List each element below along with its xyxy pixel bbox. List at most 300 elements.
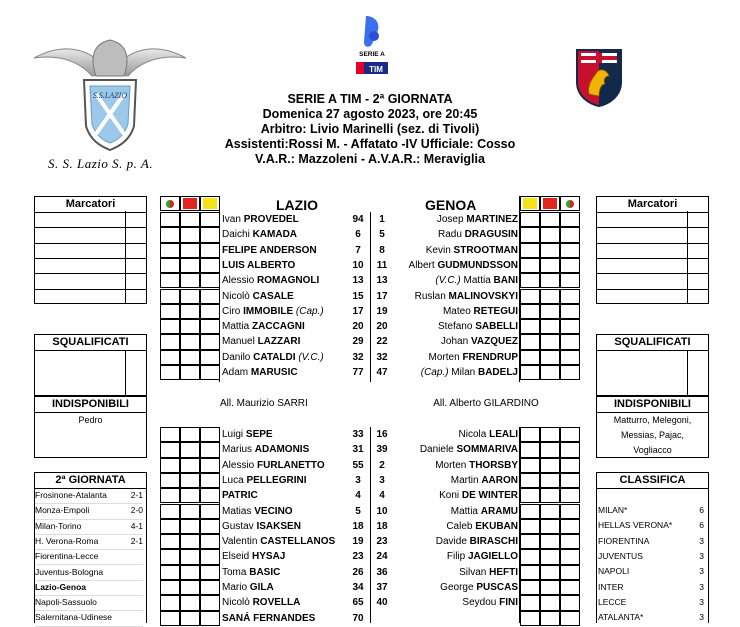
player-last-name: PATRIC	[222, 490, 258, 502]
genoa-sub-player-name	[392, 473, 518, 488]
genoa-starter-shirt-number: 19	[376, 305, 388, 317]
genoa-card-cell	[560, 243, 580, 258]
genoa-suspended-label: SQUALIFICATI	[597, 335, 708, 351]
player-last-name: HEFTI	[489, 566, 518, 578]
fixture-score: 2-1	[130, 535, 143, 546]
lazio-sub-player-name	[222, 565, 350, 580]
genoa-sub-card-cell	[520, 504, 540, 519]
genoa-card-cell	[540, 365, 560, 380]
lazio-card-cell	[200, 227, 220, 242]
lazio-sub-player-name	[222, 595, 350, 610]
genoa-card-cell	[560, 319, 580, 334]
lazio-starter-shirt-number: 20	[352, 321, 364, 333]
player-first-name: Marius	[222, 444, 255, 456]
genoa-sub-card-cell	[560, 442, 580, 457]
lazio-sub-card-cell	[200, 488, 220, 503]
lazio-sub-card-cell	[160, 442, 180, 457]
player-first-name: Ruslan	[414, 290, 449, 302]
lazio-starter-player-name	[222, 227, 350, 242]
genoa-card-cell	[520, 319, 540, 334]
genoa-starter-player-name	[392, 304, 518, 319]
scorer-line	[34, 289, 147, 290]
scorer-divider	[687, 211, 688, 304]
player-last-name: CASALE	[252, 290, 294, 302]
lazio-sub-card-cell	[180, 504, 200, 519]
player-first-name: Stefano	[437, 321, 476, 333]
genoa-card-cell	[540, 273, 560, 288]
lazio-sub-card-cell	[200, 458, 220, 473]
lazio-starter-shirt-number: 94	[352, 214, 364, 225]
lazio-card-cell	[200, 334, 220, 349]
genoa-starter-shirt-number: 20	[376, 321, 388, 333]
scorer-line	[596, 258, 709, 259]
lazio-sub-card-cell	[200, 442, 220, 457]
player-last-name: SEPE	[245, 429, 273, 440]
player-last-name: FINI	[499, 597, 518, 609]
player-last-name: DE WINTER	[461, 490, 518, 502]
genoa-sub-card-cell	[540, 504, 560, 519]
standings-row	[598, 580, 704, 595]
genoa-card-cell	[520, 365, 540, 380]
lazio-sub-player-name	[222, 504, 350, 519]
player-first-name: Alessio	[222, 275, 258, 287]
genoa-sub-shirt-number: 37	[376, 582, 388, 593]
lazio-sub-card-cell	[160, 427, 180, 442]
player-last-name: MARUSIC	[250, 367, 298, 378]
red-card-icon	[183, 198, 197, 209]
player-last-name: GILA	[249, 582, 274, 593]
card-column-header	[160, 196, 180, 211]
lazio-sub-card-cell	[160, 549, 180, 564]
genoa-card-cell	[520, 212, 540, 227]
lazio-card-cell	[180, 304, 200, 319]
player-last-name: ZACCAGNI	[252, 321, 305, 333]
center-divider	[370, 212, 371, 382]
lazio-unavailable-list: Pedro	[78, 415, 103, 425]
player-first-name: Mattia	[450, 505, 481, 517]
lazio-card-cell	[160, 304, 180, 319]
lazio-sub-card-cell	[200, 611, 220, 626]
player-first-name: Mario	[222, 582, 250, 593]
player-last-name: PUSCAS	[476, 582, 518, 593]
lazio-sub-player-name	[222, 519, 350, 534]
lazio-card-cell	[180, 243, 200, 258]
lazio-name-border	[219, 196, 220, 382]
genoa-sub-shirt-number: 16	[376, 429, 388, 440]
genoa-card-cell	[560, 304, 580, 319]
player-last-name: BIRASCHI	[469, 536, 518, 548]
genoa-sub-card-cell	[540, 473, 560, 488]
genoa-card-cell	[520, 334, 540, 349]
player-first-name: Seydou	[462, 597, 500, 609]
scorer-line	[34, 212, 147, 213]
tim-text: TIM	[369, 65, 383, 74]
lazio-sub-shirt-number: 18	[352, 520, 364, 532]
lazio-sub-card-cell	[180, 488, 200, 503]
player-first-name: George	[440, 582, 477, 593]
lazio-sub-border	[219, 427, 220, 623]
lazio-sub-player-name	[222, 611, 350, 626]
genoa-sub-card-cell	[540, 580, 560, 595]
player-first-name: Danilo	[222, 351, 254, 363]
genoa-sub-card-cell	[520, 488, 540, 503]
yellow-card-icon	[203, 198, 217, 209]
genoa-sub-shirt-number: 18	[376, 520, 388, 532]
lazio-sub-card-cell	[200, 534, 220, 549]
player-last-name: GUDMUNDSSON	[437, 259, 518, 271]
scorer-line	[34, 227, 147, 228]
player-last-name: ARAMU	[480, 505, 518, 517]
lazio-sub-card-cell	[200, 580, 220, 595]
standings-points: 3	[699, 550, 704, 561]
player-last-name: FELIPE ANDERSON	[222, 244, 317, 256]
player-last-name: FURLANETTO	[257, 459, 325, 471]
lazio-starter-player-name	[222, 258, 350, 273]
player-first-name: Valentin	[222, 536, 261, 548]
lazio-sub-player-name	[222, 442, 350, 457]
lazio-suspended-box	[34, 334, 147, 396]
genoa-card-cell	[560, 227, 580, 242]
player-first-name: Nicola	[458, 429, 490, 440]
lazio-sub-card-cell	[180, 580, 200, 595]
player-last-name: VECINO	[254, 505, 293, 517]
genoa-sub-card-cell	[540, 427, 560, 442]
player-last-name: PROVEDEL	[243, 214, 299, 225]
lazio-sub-card-cell	[200, 595, 220, 610]
player-last-name: LAZZARI	[257, 336, 301, 348]
fixture-row	[35, 565, 143, 581]
genoa-sub-card-cell	[520, 580, 540, 595]
fixture-row	[35, 580, 143, 596]
lazio-card-cell	[160, 319, 180, 334]
genoa-card-cell	[540, 304, 560, 319]
fixture-match: Milan-Torino	[35, 520, 82, 531]
standings-label: CLASSIFICA	[597, 473, 708, 489]
lazio-card-cell	[200, 350, 220, 365]
lazio-starter-shirt-number: 77	[352, 367, 364, 378]
fixture-match: H. Verona-Roma	[35, 535, 99, 546]
genoa-sub-shirt-number: 40	[376, 597, 388, 609]
player-last-name: HYSAJ	[252, 551, 286, 563]
fixture-score: 4-1	[130, 520, 143, 531]
genoa-starter-shirt-number: 11	[376, 259, 388, 271]
player-first-name: Ciro	[222, 305, 244, 317]
player-first-name: Elseid	[222, 551, 253, 563]
lazio-sub-shirt-number: 5	[355, 505, 361, 517]
lazio-sub-card-cell	[160, 565, 180, 580]
standings-points: 6	[699, 520, 704, 531]
scorer-line	[596, 212, 709, 213]
player-last-name: LUIS ALBERTO	[222, 259, 296, 271]
fixture-match: Frosinone-Atalanta	[35, 490, 107, 500]
player-last-name: JAGIELLO	[467, 551, 518, 563]
player-last-name: LEALI	[489, 429, 518, 440]
lazio-card-cell	[200, 258, 220, 273]
lazio-sub-player-name	[222, 534, 350, 549]
substitution-icon	[166, 200, 174, 208]
lazio-sub-card-cell	[180, 473, 200, 488]
lazio-card-cell	[200, 365, 220, 380]
lazio-card-cell	[180, 289, 200, 304]
player-last-name: THORSBY	[469, 459, 518, 471]
lazio-unavailable-box	[34, 396, 147, 458]
lazio-company-name: S. S. Lazio S. p. A.	[48, 156, 154, 171]
genoa-sub-card-cell	[540, 534, 560, 549]
lazio-sub-card-cell	[200, 427, 220, 442]
player-first-name: Toma	[222, 566, 250, 578]
standings-team: JUVENTUS	[598, 550, 643, 561]
genoa-card-cell	[560, 334, 580, 349]
genoa-starter-player-name	[392, 319, 518, 334]
standings-row	[598, 610, 704, 625]
genoa-sub-card-cell	[540, 519, 560, 534]
genoa-card-cell	[520, 227, 540, 242]
genoa-card-cell	[540, 319, 560, 334]
genoa-card-cell	[540, 289, 560, 304]
genoa-card-cell	[520, 304, 540, 319]
genoa-starter-shirt-number: 47	[376, 367, 388, 378]
genoa-sub-card-cell	[540, 611, 560, 626]
genoa-sub-player-name	[392, 442, 518, 457]
center-divider-subs	[370, 427, 371, 623]
lazio-sub-shirt-number: 31	[352, 444, 364, 456]
lazio-sub-card-cell	[160, 458, 180, 473]
genoa-card-cell	[560, 365, 580, 380]
player-last-name: DRAGUSIN	[464, 229, 518, 241]
lazio-card-cell	[160, 227, 180, 242]
genoa-sub-card-cell	[520, 549, 540, 564]
genoa-sub-player-name	[392, 565, 518, 580]
genoa-starter-player-name	[392, 289, 518, 304]
lazio-card-cell	[160, 350, 180, 365]
lazio-sub-card-cell	[160, 595, 180, 610]
genoa-sub-player-name	[392, 427, 518, 442]
genoa-starter-shirt-number: 13	[376, 275, 388, 287]
genoa-card-cell	[540, 334, 560, 349]
player-last-name: BANI	[493, 275, 518, 287]
suspended-divider	[687, 350, 688, 396]
player-first-name: Daichi	[222, 229, 253, 241]
player-last-name: BADELJ	[477, 367, 518, 378]
lazio-starter-shirt-number: 15	[352, 290, 364, 302]
player-last-name: MALINOVSKYI	[448, 290, 518, 302]
player-first-name: Daniele	[419, 444, 457, 456]
genoa-sub-player-name	[392, 519, 518, 534]
genoa-sub-card-cell	[560, 519, 580, 534]
lazio-starter-player-name	[222, 334, 350, 349]
lazio-sub-card-cell	[200, 565, 220, 580]
lazio-sub-card-cell	[180, 595, 200, 610]
player-first-name: Mattia	[222, 321, 253, 333]
referee: Arbitro: Livio Marinelli (sez. di Tivoli)	[260, 122, 480, 136]
genoa-sub-border	[519, 427, 520, 623]
genoa-sub-shirt-number: 24	[376, 551, 388, 563]
lazio-sub-card-cell	[180, 534, 200, 549]
genoa-sub-shirt-number: 23	[376, 536, 388, 548]
genoa-card-cell	[520, 350, 540, 365]
fixture-match: Juventus-Bologna	[35, 566, 104, 577]
lazio-sub-shirt-number: 65	[352, 597, 364, 609]
genoa-unavailable-line: Messias, Pajac,	[620, 430, 685, 440]
lazio-card-cell	[180, 273, 200, 288]
lazio-sub-shirt-number: 4	[355, 490, 361, 502]
match-date: Domenica 27 agosto 2023, ore 20:45	[262, 107, 478, 121]
genoa-sub-player-name	[392, 534, 518, 549]
standings-row	[598, 503, 704, 518]
player-first-name: Caleb	[446, 520, 476, 532]
scorer-divider	[125, 211, 126, 304]
genoa-sub-card-cell	[560, 488, 580, 503]
genoa-starter-player-name	[392, 258, 518, 273]
player-first-name: Mateo	[442, 305, 474, 317]
genoa-sub-card-cell	[540, 488, 560, 503]
standings-points: 3	[699, 581, 704, 592]
genoa-starter-player-name	[392, 243, 518, 258]
standings-row	[598, 564, 704, 579]
fixture-row	[35, 549, 143, 565]
card-column-header	[200, 196, 220, 211]
player-first-name: Gustav	[222, 520, 257, 532]
lazio-sub-card-cell	[160, 488, 180, 503]
player-first-name: Albert	[408, 259, 438, 271]
standings-team: NAPOLI	[598, 566, 630, 577]
lazio-card-cell	[160, 273, 180, 288]
genoa-card-cell	[540, 350, 560, 365]
standings-team: HELLAS VERONA*	[598, 520, 673, 531]
player-last-name: ROVELLA	[252, 597, 301, 609]
genoa-card-cell	[560, 289, 580, 304]
genoa-logo	[575, 48, 623, 108]
fixture-row	[35, 488, 143, 504]
lazio-card-cell	[200, 273, 220, 288]
card-column-header	[520, 196, 540, 211]
scorer-line	[34, 273, 147, 274]
lazio-sub-shirt-number: 55	[352, 459, 364, 471]
genoa-sub-card-cell	[560, 504, 580, 519]
genoa-card-cell	[560, 212, 580, 227]
genoa-sub-card-cell	[520, 595, 540, 610]
genoa-sub-card-cell	[520, 565, 540, 580]
lazio-sub-card-cell	[180, 458, 200, 473]
standings-points: 3	[699, 596, 704, 607]
genoa-sub-card-cell	[560, 473, 580, 488]
fixture-row	[35, 610, 143, 626]
genoa-sub-card-cell	[560, 427, 580, 442]
lazio-coach: All. Maurizio SARRI	[220, 398, 308, 409]
fixture-match: Lazio-Genoa	[35, 581, 87, 592]
genoa-sub-card-cell	[540, 458, 560, 473]
lazio-card-cell	[160, 243, 180, 258]
lazio-sub-player-name	[222, 488, 350, 503]
genoa-sub-card-cell	[540, 442, 560, 457]
standings-row	[598, 518, 704, 533]
genoa-card-cell	[520, 258, 540, 273]
lazio-card-cell	[180, 350, 200, 365]
genoa-sub-card-cell	[520, 611, 540, 626]
player-role-note: (V.C.)	[435, 275, 464, 287]
genoa-sub-shirt-number: 10	[376, 505, 388, 517]
genoa-sub-card-cell	[540, 549, 560, 564]
player-first-name: Davide	[435, 536, 470, 548]
lazio-card-cell	[160, 258, 180, 273]
genoa-name-border	[519, 196, 520, 382]
player-last-name: AARON	[481, 474, 518, 486]
fixture-match: Monza-Empoli	[35, 505, 90, 516]
lazio-sub-card-cell	[200, 519, 220, 534]
lazio-starter-shirt-number: 6	[355, 229, 361, 241]
player-first-name: Koni	[439, 490, 462, 502]
player-last-name: BASIC	[249, 566, 281, 578]
lazio-sub-card-cell	[200, 504, 220, 519]
lazio-starter-shirt-number: 10	[352, 259, 364, 271]
genoa-scorers-label: Marcatori	[597, 197, 708, 213]
fixture-row	[35, 503, 143, 519]
lazio-card-cell	[200, 212, 220, 227]
card-column-header	[560, 196, 580, 211]
lazio-card-cell	[180, 258, 200, 273]
genoa-starter-player-name	[392, 350, 518, 365]
fixture-score: 2-0	[130, 505, 143, 516]
lazio-sub-shirt-number: 23	[352, 551, 364, 563]
genoa-title: GENOA	[425, 197, 477, 213]
genoa-starter-player-name	[392, 212, 518, 227]
lazio-card-cell	[160, 365, 180, 380]
genoa-starter-shirt-number: 5	[379, 229, 385, 241]
player-last-name: SABELLI	[475, 321, 518, 333]
genoa-card-cell	[560, 258, 580, 273]
lazio-sub-card-cell	[200, 473, 220, 488]
player-last-name: FRENDRUP	[462, 351, 518, 363]
genoa-sub-card-cell	[560, 611, 580, 626]
genoa-sub-card-cell	[520, 473, 540, 488]
genoa-sub-player-name	[392, 549, 518, 564]
lazio-card-cell	[180, 212, 200, 227]
lazio-sub-player-name	[222, 473, 350, 488]
player-last-name: EKUBAN	[475, 520, 518, 532]
player-first-name: Martin	[450, 474, 482, 486]
genoa-sub-card-cell	[520, 534, 540, 549]
fixture-match: Salernitana-Udinese	[35, 612, 113, 623]
genoa-card-cell	[520, 273, 540, 288]
lazio-sub-shirt-number: 26	[352, 566, 364, 578]
standings-team: FIORENTINA	[598, 535, 650, 546]
lazio-sub-card-cell	[160, 504, 180, 519]
lazio-sub-card-cell	[180, 565, 200, 580]
lazio-starter-player-name	[222, 365, 350, 380]
genoa-unavailable-box	[596, 396, 709, 458]
lazio-sub-card-cell	[180, 519, 200, 534]
lazio-card-cell	[200, 289, 220, 304]
player-first-name: Luigi	[222, 429, 246, 440]
genoa-coach: All. Alberto GILARDINO	[433, 398, 539, 409]
player-first-name: Matias	[222, 505, 255, 517]
lazio-starter-player-name	[222, 212, 350, 227]
player-last-name: KAMADA	[252, 229, 298, 241]
lazio-sub-shirt-number: 33	[352, 429, 364, 440]
standings-team: INTER	[598, 581, 624, 592]
genoa-unavailable-label: INDISPONIBILI	[597, 397, 708, 413]
lazio-unavailable-label: INDISPONIBILI	[35, 397, 146, 413]
genoa-card-cell	[520, 289, 540, 304]
genoa-starter-shirt-number: 1	[379, 214, 385, 225]
genoa-sub-card-cell	[520, 458, 540, 473]
lazio-starter-player-name	[222, 289, 350, 304]
lazio-card-cell	[160, 212, 180, 227]
player-first-name: Johan	[440, 336, 471, 348]
player-first-name: Filip	[446, 551, 468, 563]
player-first-name: Milan	[451, 367, 478, 378]
genoa-starter-shirt-number: 17	[376, 290, 388, 302]
